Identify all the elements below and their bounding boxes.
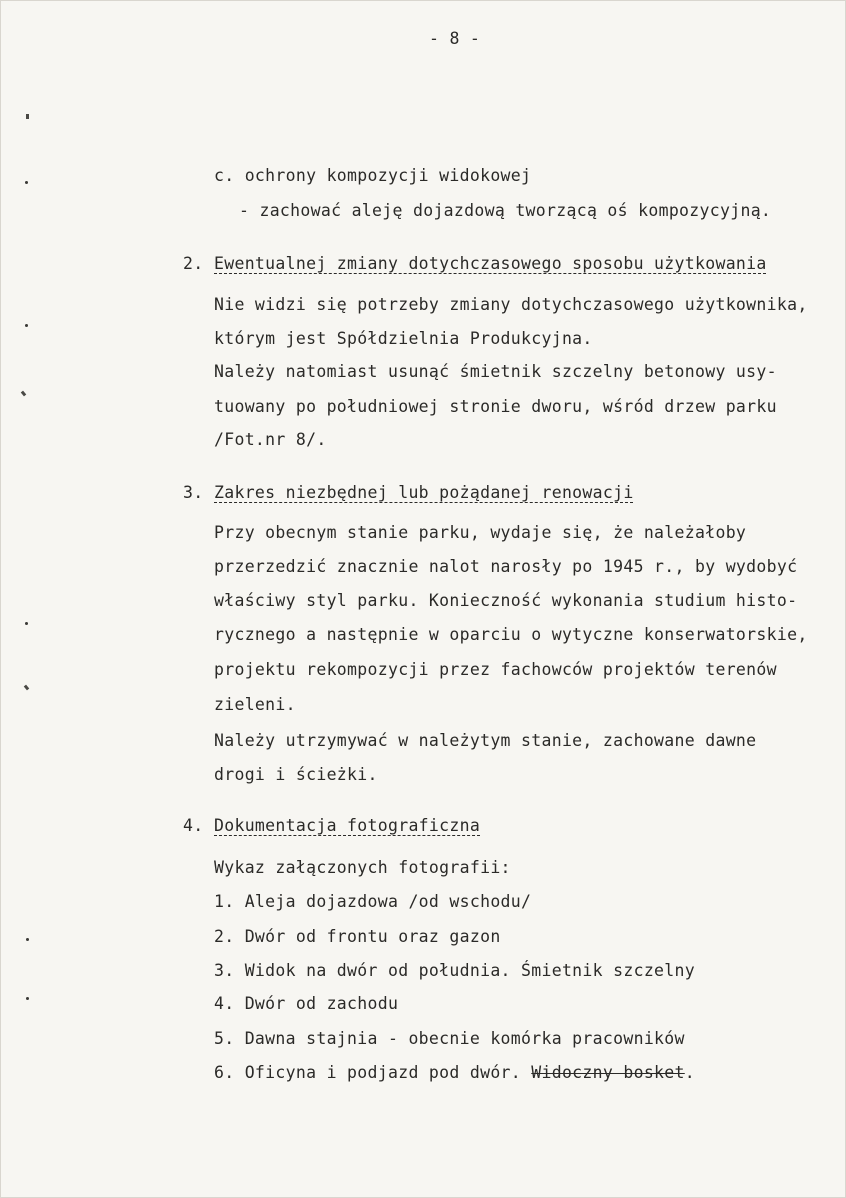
margin-dot [25,181,28,184]
section-3-line: zieleni. [214,695,296,714]
section-2-title: Ewentualnej zmiany dotychczasowego sposobu użytkowania [214,254,767,273]
photo-list-item [214,1063,695,1083]
section-2-line: Należy natomiast usunąć śmietnik szczelny betonowy usy- [214,362,777,381]
margin-mark [24,685,30,691]
photo-list-item: 1. Aleja dojazdowa /od wschodu/ [214,892,532,911]
section-c-heading: c. ochrony kompozycji widokowej [214,166,532,185]
margin-mark [26,114,29,119]
page-number: - 8 - [429,29,481,48]
photo-list-item: 5. Dawna stajnia - obecnie komórka pracowników [214,1029,685,1048]
photo-6-text: 6. Oficyna i podjazd pod dwór. [214,1063,522,1082]
section-3-line: przerzedzić znacznie nalot narosły po 1945 r., by wydobyć [214,557,798,576]
section-2-line: tuowany po południowej stronie dworu, wśród drzew parku [214,397,777,416]
section-3-line: Należy utrzymywać w należytym stanie, zachowane dawne [214,731,757,750]
section-3-line: projektu rekompozycji przez fachowców projektów terenów [214,660,777,679]
section-3-line: drogi i ścieżki. [214,765,378,784]
photo-list-item: 4. Dwór od zachodu [214,994,399,1013]
photo-list-intro: Wykaz załączonych fotografii: [214,858,511,877]
photo-list-item: 3. Widok na dwór od południa. Śmietnik szczelny [214,961,695,980]
margin-dot [26,997,29,1000]
section-3-line: rycznego a następnie w oparciu o wytyczne konserwatorskie, [214,625,808,644]
section-3-title: Zakres niezbędnej lub pożądanej renowacji [214,483,634,502]
section-2-number: 2. [183,254,204,273]
margin-mark [21,391,27,397]
section-2-line: /Fot.nr 8/. [214,430,327,449]
photo-6-struck-text: Widoczny bosket [531,1063,685,1082]
section-3-line: właściwy styl parku. Konieczność wykonania studium histo- [214,591,798,610]
section-c-item: - zachować aleję dojazdową tworzącą oś kompozycyjną. [239,201,772,220]
photo-list-item: 2. Dwór od frontu oraz gazon [214,927,501,946]
margin-dot [26,938,29,941]
section-4-title: Dokumentacja fotograficzna [214,816,481,835]
section-4-number: 4. [183,816,204,835]
section-2-line: Nie widzi się potrzeby zmiany dotychczasowego użytkownika, [214,295,808,314]
section-3-line: Przy obecnym stanie parku, wydaje się, że należałoby [214,523,747,542]
section-2-line: którym jest Spółdzielnia Produkcyjna. [214,329,593,348]
section-3-number: 3. [183,483,204,502]
margin-dot [25,622,28,625]
margin-dot [25,324,28,327]
photo-6-end: . [684,1063,695,1082]
